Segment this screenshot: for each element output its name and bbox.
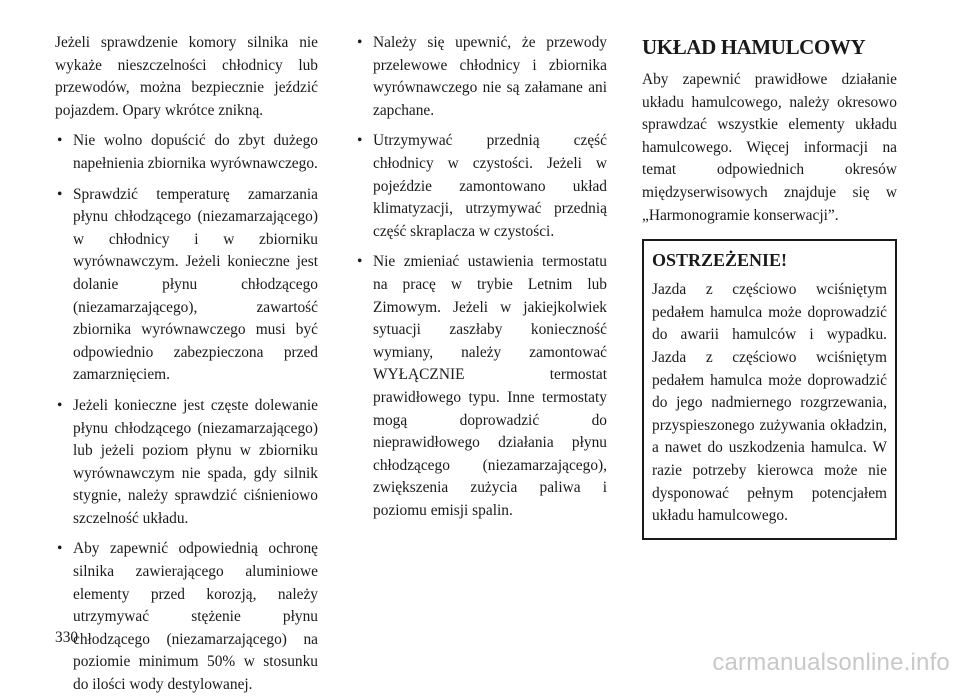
list-item (355, 130, 607, 243)
bullet-icon: • (357, 132, 363, 150)
list-item (55, 130, 318, 175)
list-item-text: Nie zmieniać ustawienia termostatu na pracę w trybie Letnim lub Zimowym. Jeżeli w jakiejkolwiek sytuacji zaszłaby konieczność wymiany, należy zamontować WYŁĄCZNIE termostat prawidłowego typu. Inne termostaty mogą doprowadzić do nieprawidłowego działania płynu chłodzącego (niezamarzającego), zwiększenia zużycia paliwa i poziomu emisji spalin. (373, 253, 607, 519)
bullet-icon: • (357, 34, 363, 51)
intro-paragraph: Jeżeli sprawdzenie komory silnika nie wykaże nieszczelności chłodnicy lub przewodów, można bezpiecznie jeździć pojazdem. Opary wkrótce znikną. (55, 34, 318, 119)
list-item-text: Należy się upewnić, że przewody przelewowe chłodnicy i zbiornika wyrównawczego nie są załamane ani zapchane. (373, 34, 607, 119)
list-item-text: Nie wolno dopuścić do zbyt dużego napełnienia zbiornika wyrównawczego. (73, 132, 318, 172)
page-number: 330 (55, 629, 79, 646)
warning-title: OSTRZEŻENIE! (652, 250, 788, 271)
bullet-list-middle (355, 32, 607, 522)
warning-text: Jazda z częściowo wciśniętym pedałem hamulca może doprowadzić do awarii hamulców i wypadku. Jazda z częściowo wciśniętym pedałem hamulca może doprowadzić do jego nadmiernego rozgrzewania, przyspieszonego zużywania okładzin, a nawet do uszkodzenia hamulca. W razie potrzeby kierowca może nie dysponować pełnym potencjałem układu hamulcowego. (652, 281, 887, 525)
list-item (55, 184, 318, 387)
section-heading: UKŁAD HAMULCOWY (642, 35, 866, 59)
bullet-icon: • (57, 540, 63, 558)
list-item-text: Jeżeli konieczne jest częste dolewanie płynu chłodzącego (niezamarzającego) lub jeżeli poziom płynu w zbiorniku wyrównawczym nie spada, gdy silnik stygnie, należy sprawdzić ciśnieniowo szczelność układu. (73, 396, 318, 527)
list-item-text: Utrzymywać przednią część chłodnicy w czystości. Jeżeli w pojeździe zamontowano układ klimatyzacji, utrzymywać przednią część skraplacza w czystości. (373, 132, 607, 240)
warning-box (642, 239, 897, 540)
watermark: carmanualsonline.info (712, 649, 950, 676)
list-item (55, 395, 318, 531)
section-body: Aby zapewnić prawidłowe działanie układu hamulcowego, należy okresowo sprawdzać wszystkie elementy układu hamulcowego. Więcej informacji na temat odpowiednich okresów międzyserwisowych znajduje się w „Harmonogramie konserwacji”. (642, 71, 897, 224)
list-item-text: Sprawdzić temperaturę zamarzania płynu chłodzącego (niezamarzającego) w chłodnicy i w zbiorniku wyrównawczym. Jeżeli konieczne jest dolanie płynu chłodzącego (niezamarzającego), zawartość zbiornika wyrównawczego musi być odpowiednio zabezpieczona przed zamarznięciem. (73, 185, 318, 384)
column-middle (355, 32, 607, 522)
bullet-icon: • (57, 396, 63, 414)
bullet-icon: • (57, 132, 63, 150)
column-right (642, 32, 897, 540)
bullet-icon: • (57, 185, 63, 203)
list-item (355, 251, 607, 522)
column-left (55, 32, 318, 697)
list-item-text: Aby zapewnić odpowiednią ochronę silnika zawierającego aluminiowe elementy przed korozją, należy utrzymywać stężenie płynu chłodzącego (niezamarzającego) na poziomie minimum 50% w stosunku do ilości wody destylowanej. (73, 540, 318, 694)
list-item (55, 538, 318, 696)
bullet-list-left (55, 130, 318, 696)
list-item (355, 32, 607, 122)
bullet-icon: • (357, 253, 363, 271)
